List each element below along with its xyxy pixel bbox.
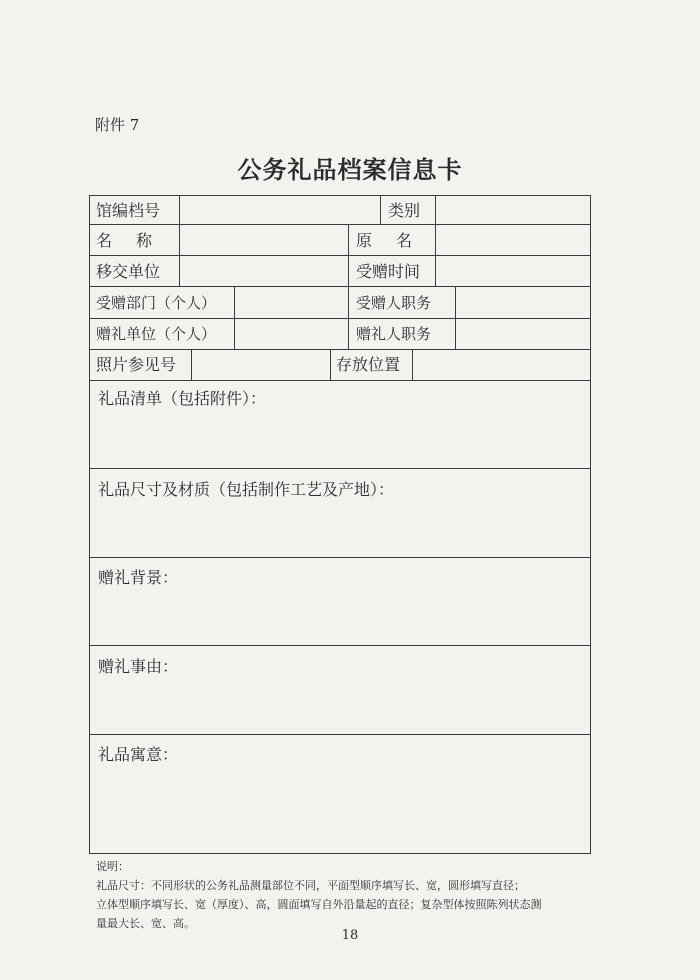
page-number: 18	[341, 928, 359, 943]
donor-unit-label: 赠礼单位（个人）	[96, 325, 217, 343]
gift-list-label: 礼品清单（包括附件）：	[98, 389, 267, 408]
transfer-unit-label: 移交单位	[96, 262, 161, 281]
column-divider	[380, 196, 381, 224]
reason-label: 赠礼事由：	[98, 657, 179, 676]
gift-archive-form	[89, 195, 591, 854]
background-label: 赠礼背景：	[98, 568, 179, 587]
recipient-position-label: 受赠人职务	[356, 294, 432, 312]
row-divider	[90, 255, 590, 256]
name-label: 名 称	[96, 231, 157, 250]
column-divider	[412, 349, 413, 380]
section-divider	[90, 645, 590, 646]
section-divider	[90, 468, 590, 469]
notes-line: 量最大长、宽、高。	[96, 917, 195, 930]
photo-ref-label: 照片参见号	[96, 355, 177, 374]
archive-no-label: 馆编档号	[96, 201, 161, 220]
column-divider	[179, 224, 180, 286]
size-material-label: 礼品尺寸及材质（包括制作工艺及产地）：	[98, 480, 395, 499]
storage-location-label: 存放位置	[336, 355, 401, 374]
document-title: 公务礼品档案信息卡	[237, 155, 463, 184]
column-divider	[435, 196, 436, 224]
row-divider	[90, 224, 590, 225]
column-divider	[179, 196, 180, 224]
column-divider	[330, 349, 331, 380]
notes-heading: 说明：	[96, 860, 129, 873]
notes	[96, 857, 616, 933]
donor-position-label: 赠礼人职务	[356, 325, 432, 343]
column-divider	[348, 286, 349, 349]
notes-line: 立体型顺序填写长、宽（厚度）、高，圆面填写自外沿量起的直径；复杂型体按照陈列状态测	[96, 898, 542, 911]
row-divider	[90, 286, 590, 287]
notes-line: 礼品尺寸：不同形状的公务礼品测量部位不同，平面型顺序填写长、宽，圆形填写直径；	[96, 879, 525, 892]
column-divider	[348, 224, 349, 286]
column-divider	[234, 286, 235, 349]
receive-time-label: 受赠时间	[356, 262, 421, 281]
meaning-label: 礼品寓意：	[98, 745, 179, 764]
column-divider	[191, 349, 192, 380]
section-divider	[90, 557, 590, 558]
row-divider	[90, 380, 590, 381]
recipient-dept-label: 受赠部门（个人）	[96, 294, 217, 312]
original-name-label: 原 名	[356, 231, 417, 250]
attachment-label: 附件 7	[95, 116, 140, 134]
category-label: 类别	[388, 201, 421, 220]
column-divider	[435, 224, 436, 286]
section-divider	[90, 734, 590, 735]
column-divider	[455, 286, 456, 349]
